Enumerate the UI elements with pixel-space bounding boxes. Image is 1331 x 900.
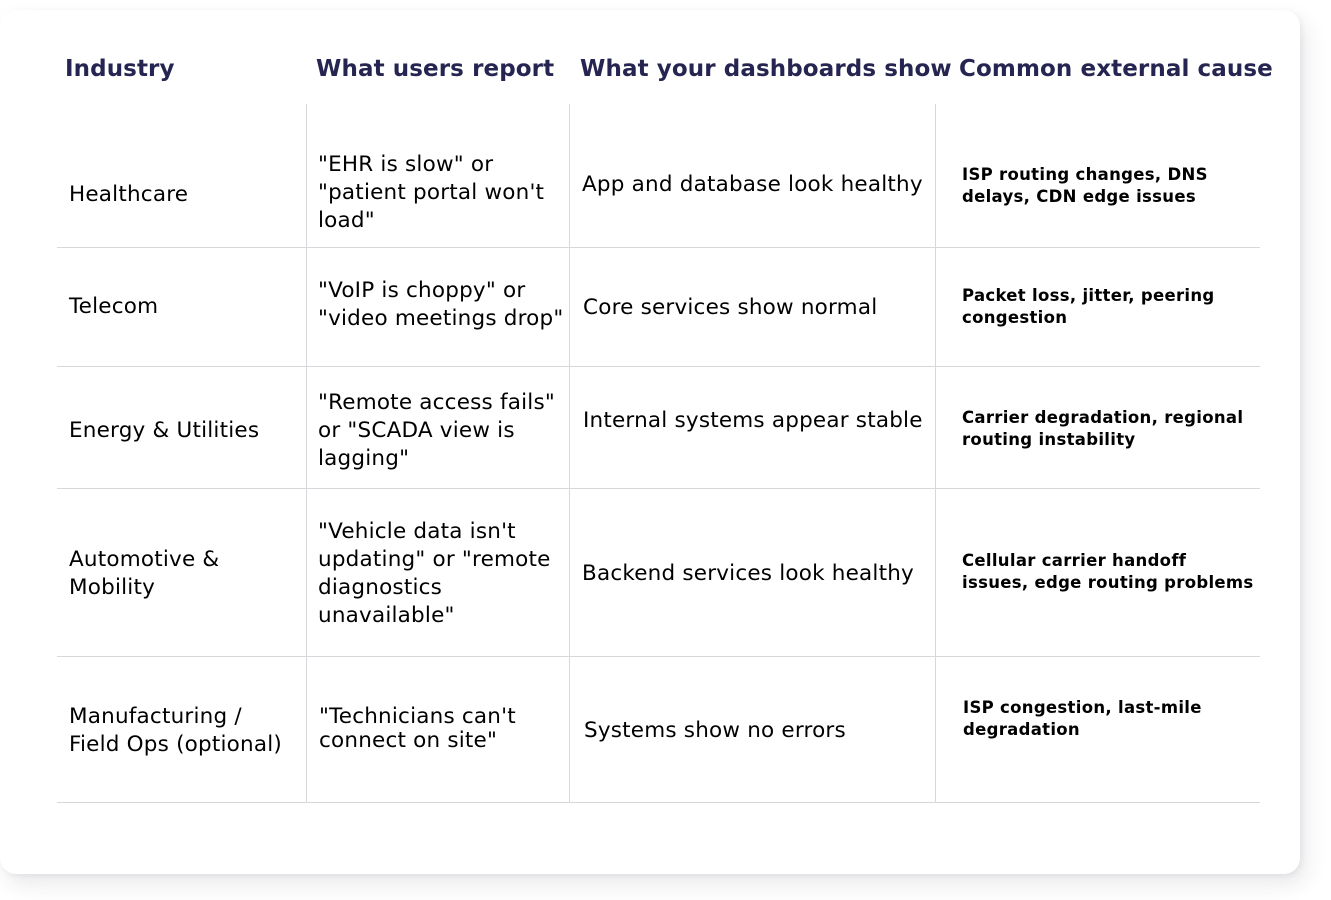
cell-industry: Manufacturing / Field Ops (optional) (69, 704, 282, 757)
header-industry: Industry (65, 56, 175, 82)
cell-user-report: "EHR is slow" or "patient portal won't load" (318, 152, 545, 233)
column-divider (935, 104, 936, 803)
cell-user-report: "Technicians can't connect on site" (319, 704, 516, 753)
cell-dashboards: Backend services look healthy (582, 561, 914, 586)
cell-industry: Healthcare (69, 182, 189, 207)
cell-industry: Telecom (69, 294, 159, 319)
cell-external-cause: Cellular carrier handoff issues, edge routing problems (962, 551, 1254, 592)
cell-external-cause: ISP routing changes, DNS delays, CDN edge issues (962, 165, 1208, 206)
cell-industry: Automotive & Mobility (69, 547, 220, 600)
header-dashboards: What your dashboards show (580, 56, 952, 82)
cell-external-cause: ISP congestion, last-mile degradation (963, 698, 1202, 739)
cell-user-report: "Remote access fails" or "SCADA view is lagging" (318, 390, 555, 471)
column-divider (569, 104, 570, 803)
cell-dashboards: Core services show normal (583, 295, 878, 320)
cell-dashboards: Systems show no errors (584, 718, 846, 743)
header-user-report: What users report (316, 56, 555, 82)
column-divider (306, 104, 307, 803)
row-divider (57, 247, 1260, 248)
cell-external-cause: Packet loss, jitter, peering congestion (962, 286, 1215, 327)
row-divider (57, 366, 1260, 367)
cell-industry: Energy & Utilities (69, 418, 260, 443)
row-divider (57, 802, 1260, 803)
cell-external-cause: Carrier degradation, regional routing instability (962, 408, 1244, 449)
cell-dashboards: Internal systems appear stable (583, 408, 923, 433)
cell-user-report: "VoIP is choppy" or "video meetings drop" (318, 278, 564, 331)
cell-dashboards: App and database look healthy (582, 172, 923, 197)
row-divider (57, 656, 1260, 657)
cell-user-report: "Vehicle data isn't updating" or "remote diagnostics unavailable" (318, 519, 551, 628)
row-divider (57, 488, 1260, 489)
header-external-cause: Common external cause (959, 56, 1273, 82)
